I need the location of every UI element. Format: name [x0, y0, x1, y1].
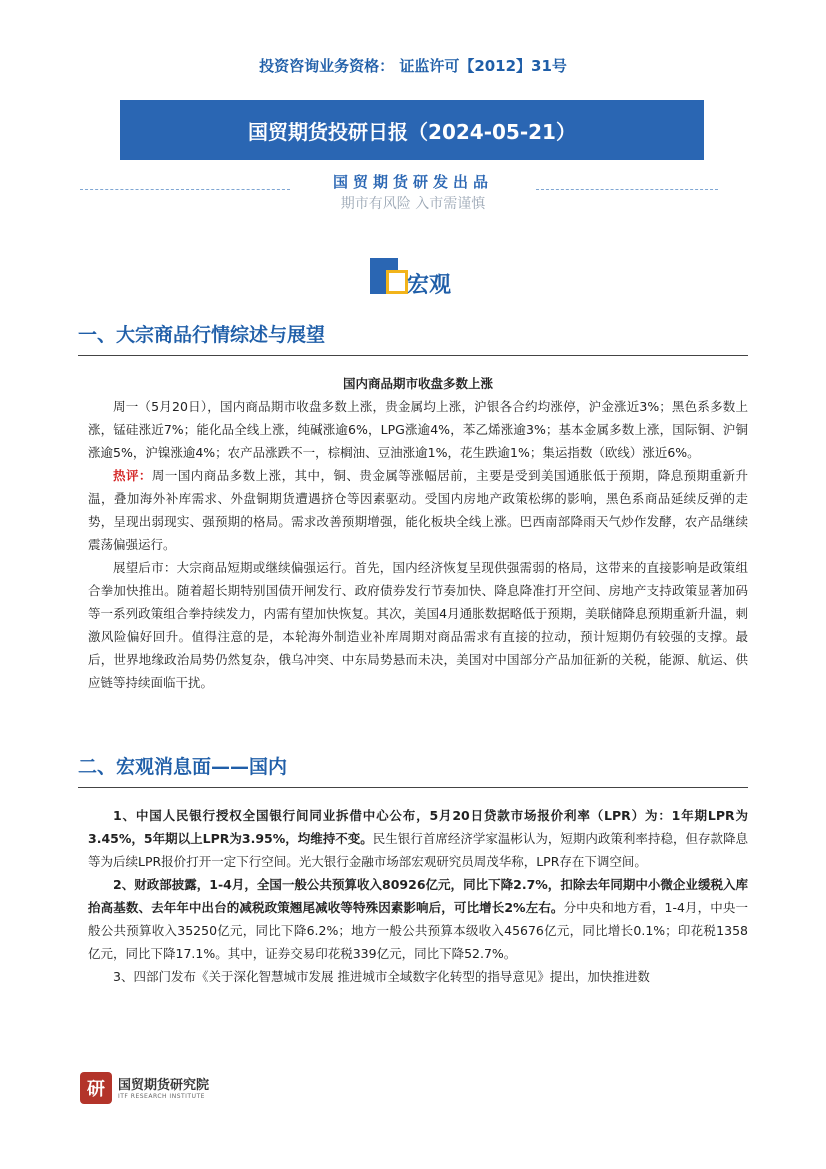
risk-warning: 期市有风险 入市需谨慎 [340, 196, 486, 212]
section1-body [88, 372, 748, 694]
footer-logo [80, 1072, 230, 1112]
section1-heading: 一、大宗商品行情综述与展望 [78, 324, 326, 346]
publisher: 国贸期货研发出品 [332, 173, 493, 191]
report-title: 国贸期货投研日报（2024-05-21） [248, 119, 576, 144]
news-item-2-bold: 2、财政部披露，1-4月，全国一般公共预算收入80926亿元，同比下降2.7%，扣除去年同期中小微企业缓税入库抬高基数、去年年中出台的减税政策翘尾减收等特殊因素影响后，可比增长2%左右。 [88, 877, 748, 915]
org-name-en: ITF RESEARCH INSTITUTE [118, 1093, 205, 1100]
macro-title: 宏观 [407, 273, 452, 298]
license-label: 投资咨询业务资格： [259, 57, 395, 75]
section2-rule [78, 787, 748, 788]
news-item-2 [88, 873, 748, 965]
section1-rule [78, 355, 748, 356]
news-item-1 [88, 804, 748, 873]
news-item-1-bold: 1、中国人民银行授权全国银行间同业拆借中心公布，5月20日贷款市场报价利率（LPR）为：1年期LPR为3.45%，5年期以上LPR为3.95%，均维持不变。 [88, 808, 748, 846]
news-item-3: 3、四部门发布《关于深化智慧城市发展 推进城市全域数字化转型的指导意见》提出，加快推进数 [113, 969, 650, 984]
report-title-banner [120, 100, 704, 160]
outlook: 展望后市：大宗商品短期或继续偏强运行。首先，国内经济恢复呈现供强需弱的格局，这带来的直接影响是政策组合拳加快推出。随着超长期特别国债开闸发行、政府债券发行节奏加快、降息降准打开空间、房地产支持政策显著加码等一系列政策组合拳持续发力，内需有望加快恢复。其次，美国4月通胀数据略低于预期，美联储降息预期重新升温，刺激风险偏好回升。值得注意的是，本轮海外制造业补库周期对商品需求有直接的拉动，预计短期仍有较强的支撑。最后，世界地缘政治局势仍然复杂，俄乌冲突、中东局势悬而未决，美国对中国部分产品加征新的关税，能源、航运、供应链等持续面临干扰。 [88, 560, 748, 690]
market-summary: 周一（5月20日），国内商品期市收盘多数上涨，贵金属均上涨，沪银各合约均涨停，沪金涨近3%；黑色系多数上涨，锰硅涨近7%；能化品全线上涨，纯碱涨逾6%，LPG涨逾4%，苯乙烯涨逾3%；基本金属多数上涨，国际铜、沪铜涨逾5%，沪镍涨逾4%；农产品涨跌不一，棕榈油、豆油涨逾1%，花生跌逾1%；集运指数（欧线）涨近6%。 [88, 399, 748, 460]
hot-comment [88, 464, 748, 556]
section2-heading: 二、宏观消息面——国内 [78, 756, 288, 778]
section1-subheading: 国内商品期市收盘多数上涨 [342, 376, 493, 391]
license-value: 证监许可【2012】31号 [399, 57, 567, 75]
macro-square-icon [370, 258, 410, 298]
news-item-1-text: 民生银行首席经济学家温彬认为，短期内政策利率持稳，但存款降息等为后续LPR报价打开一定下行空间。光大银行金融市场部宏观研究员周茂华称，LPR存在下调空间。 [88, 831, 748, 869]
news-item-2-text: 分中央和地方看，1-4月，中央一般公共预算收入35250亿元，同比下降6.2%；地方一般公共预算本级收入45676亿元，同比增长0.1%；印花税1358亿元，同比下降17.1%。其中，证券交易印花税339亿元，同比下降52.7%。 [88, 900, 748, 961]
hot-text: 周一国内商品多数上涨，其中，铜、贵金属等涨幅居前，主要是受到美国通胀低于预期，降息预期重新升温，叠加海外补库需求、外盘铜期货遭遇挤仓等因素驱动。受国内房地产政策松绑的影响，黑色系商品延续反弹的走势，呈现出弱现实、强预期的格局。需求改善预期增强，能化板块全线上涨。巴西南部降雨天气炒作发酵，农产品继续震荡偏强运行。 [88, 468, 748, 552]
logo-seal-icon: 研 [80, 1072, 112, 1104]
license-line [0, 55, 826, 76]
section2-body [88, 804, 748, 988]
hot-label: 热评： [113, 468, 152, 483]
org-name: 国贸期货研究院 [118, 1078, 210, 1093]
